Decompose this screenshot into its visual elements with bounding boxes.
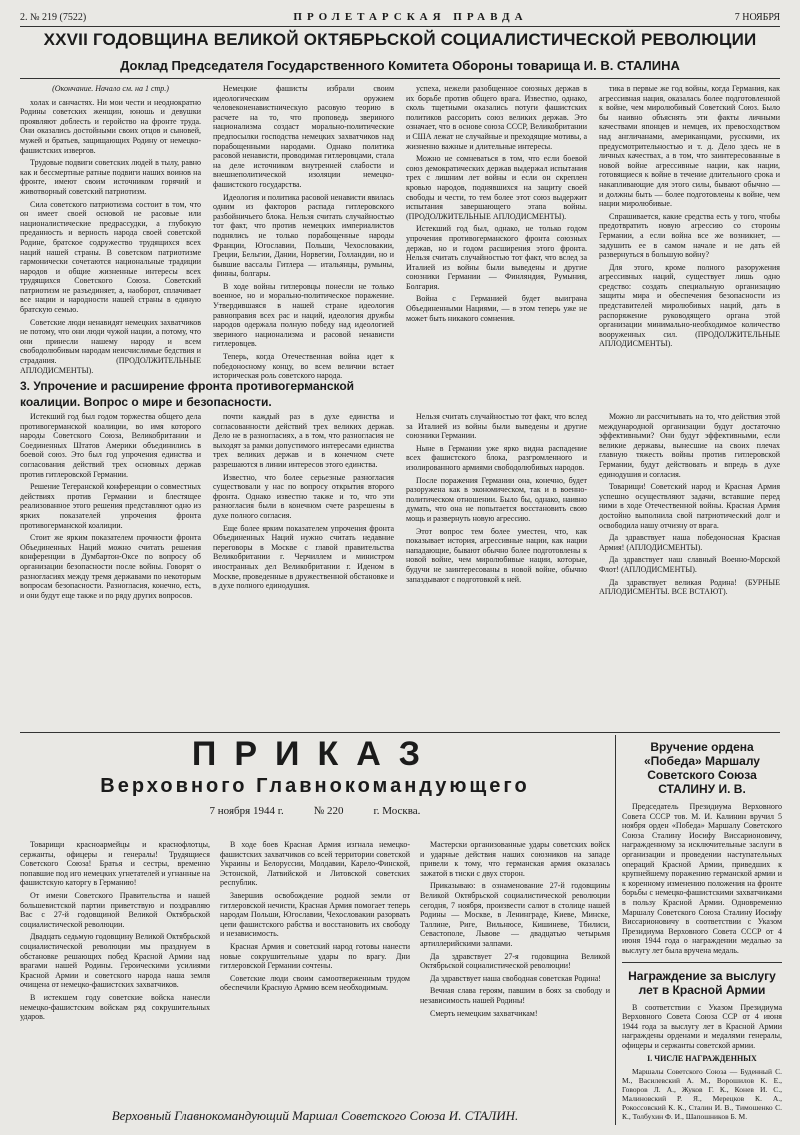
divider (20, 732, 780, 733)
order-meta (20, 805, 610, 817)
order-paragraph: Да здравствует 27-я годовщина Великой Октябрьской социалистической революции! (420, 951, 610, 971)
article-paragraph: Сила советского патриотизма состоит в том, что он имеет своей основой не расовые или националистические предрассудки, а глубокую преданность и верность народа своей советской Родине, братское содружество трудящихся всех наций нашей страны. В советском патриотизме гармонически сочетаются национальные традиции народов и общие жизненные интересы всех трудящихся Советского Союза. Советский патриотизм не разъединяет, а, наоборот, сплачивает все нации и народности нашей страны в единую братскую семью. (20, 199, 201, 315)
order-paragraph: Смерть немецким захватчикам! (430, 1008, 538, 1018)
order-column (220, 840, 410, 1110)
article-column (20, 412, 201, 730)
article-paragraph: Теперь, когда Отечественная война идет к победоносному концу, во всем величии встает историческая роль советского народа. (213, 352, 394, 381)
article-paragraph: После поражения Германии она, конечно, будет разоружена как в экономическом, так и в военно-политическом отношении. Было бы, однако, наивно думать, что она не попытается восстановить свою мощь и развернуть новую агрессию. (406, 475, 587, 523)
article-paragraph: Спрашивается, какие средства есть у того, чтобы предотвратить новую агрессию со стороны Германии, а если война все же возникнет, — задушить ее в самом начале и не дать ей развернуться в большую войну? (599, 211, 780, 260)
awardees-text: Маршалы Советского Союза — Буденный С. М., Василевский А. М., Ворошилов К. Е., Говоров Л. А., Жуков Г. К., Конев И. С., Малиновский Р. Я., Мерецков К. А., Рокоссовский К. К., Сталин И. В., Тимошенко С. К., Толбухин Ф. И., Шапошников Б. М. (622, 1067, 782, 1122)
order-paragraph: Советские люди своим самоотверженным трудом обеспечили Красную Армию всем необходимым. (220, 973, 410, 993)
article-column (213, 84, 394, 384)
article-column (20, 84, 201, 384)
article-paragraph: Ныне в Германии уже ярко видна распадение всех фашистского блока, разгромленного и изолированного армиями свободолюбивых народов. (406, 443, 587, 472)
article-paragraph: Немецкие фашисты избрали своим идеологическим оружием человеконенавистническую расовую теорию в расчете на то, что проповедь звериного национализма создаст морально-политические предпосылки господства немецких захватчиков над порабощенными народами. Однако политика расовой ненависти, проводимая гитлеровцами, стала на деле источником внутренней слабости и внешнеполитической изоляции немецко-фашистского государства. (213, 84, 394, 189)
article-paragraph: Да здравствует наша победоносная Красная Армия! (АПЛОДИСМЕНТЫ). (599, 533, 780, 552)
order-column (20, 840, 210, 1110)
order-columns (20, 840, 610, 1110)
issue-date: 7 НОЯБРЯ (734, 11, 780, 23)
article-paragraph: Советские люди ненавидят немецких захватчиков не потому, что они люди чужой нации, а потому, что они принесли нашему народу и всем свободолюбивым народам неисчислимые бедствия и страдания. (ПРОДОЛЖИТЕЛЬНЫЕ АПЛОДИСМЕНТЫ). (20, 317, 201, 375)
article-paragraph: Да здравствует великая Родина! (БУРНЫЕ АПЛОДИСМЕНТЫ. ВСЕ ВСТАЮТ). (599, 577, 780, 597)
article-column (599, 412, 780, 730)
sidebar (622, 740, 782, 1124)
report-subhead: Доклад Председателя Государственного Комитета Обороны товарища И. В. СТАЛИНА (120, 58, 680, 73)
continuation-note: (Окончание. Начало см. на 1 стр.) (52, 84, 169, 93)
article-paragraph: Известно, что более серьезные разногласия существовали у нас по вопросу открытия второго фронта. Однако известно также и то, что эти разногласия были в конечном счете разрешены в духе полного согласия. (213, 472, 394, 520)
article-paragraph: Нельзя считать случайностью тот факт, что вслед за Италией из войны были выведены и другие союзники Германии. (406, 412, 587, 441)
section-heading: 3. Упрочение и расширение фронта противогерманской коалиции. Вопрос о мире и безопасности. (20, 379, 355, 409)
service-text: В соответствии с Указом Президиума Верховного Совета Союза ССР от 4 июня 1944 года за выслугу лет в Красной Армии награждены орденами и медалями генералы, офицеры и сержанты советской армии. (622, 1002, 782, 1050)
article-paragraph: Да здравствует наш славный Военно-Морской Флот! (АПЛОДИСМЕНТЫ). (599, 555, 780, 574)
article-paragraph: тика в первые же год войны, когда Германия, как агрессивная нация, оказалась более подготовленной к войне, чем миролюбивый Советский Союз. Было бы наивно объяснять эти факты личными качествами японцев и немцев, их превосходством над англичанами, американцами, русскими, их предусмотрительностью и т. д. Дело здесь не в личных качествах, а в том, что заинтересованные в новой войне агрессивные нации, как нации, готовящиеся к войне в течение длительного срока и накапливающие для этого силы, бывают обычно — и должны быть — более подготовлены к войне, чем нации миролюбивые. (599, 84, 780, 209)
order-paragraph: От имени Советского Правительства и нашей большевистской партии приветствую и поздравляю Вас с 27-й годовщиной Великой Октябрьской социалистической революции. (20, 890, 210, 929)
order-paragraph: Двадцать седьмую годовщину Великой Октябрьской социалистической революции мы празднуем в обстановке решающих побед Красной Армии над врагами нашей Родины. Героическими усилиями Красной Армии и советского народа наша земля очищена от немецко-фашистских захватчиков. (20, 932, 210, 990)
order-date: 7 ноября 1944 г. (209, 805, 284, 817)
article-paragraph: успеха, нежели разобщенное союзных держав в их борьбе против общего врага. Известно, однако, сколь тщетными оказались потуги фашистских политиков рассорить союз великих держав. Это означает, что в основе союза СССР, Великобритании и США лежат не случайные и преходящие мотивы, а жизненно важные и длительные интересы. (406, 84, 587, 151)
article-paragraph: Стоит же ярким показателем прочности фронта Объединенных Наций можно считать решения конференции в Думбартон-Оксе по вопросу об организации безопасности после войны. Говорят о разногласиях между тремя державами по некоторым вопросам безопасности. Разногласия, конечно, есть, и они будут еще также и по ряду других вопросов. (20, 533, 201, 600)
order-paragraph: Красная Армия и советский народ готовы нанести новые сокрушительные удары по врагу. Дни гитлеровской Германии сочтены. (220, 941, 410, 971)
order-heading (20, 735, 610, 817)
newspaper-name: ПРОЛЕТАРСКАЯ ПРАВДА (293, 11, 528, 23)
order-paragraph: Мастерски организованные удары советских войск и ударные действия наших союзников на западе привели к тому, что германская армия оказалась зажатой в тиски с двух сторон. (420, 840, 610, 878)
article-column (599, 84, 780, 384)
article-paragraph: Война с Германией будет выиграна Объединенными Нациями, — в этом теперь уже не может быть никакого сомнения. (406, 294, 587, 323)
article-paragraph: Этот вопрос тем более уместен, что, как показывает история, агрессивные нации, как нации нападающие, бывают обычно более подготовлены к новой войне, чем миролюбивые нации, которые, будучи не заинтересованы в новой войне, обычно запаздывают с подготовкой к ней. (406, 526, 587, 584)
article-paragraph: Еще более ярким показателем упрочения фронта Объединенных Наций нужно считать недавние переговоры в Москве с главой правительства Великобритании г. Черчиллем и министром иностранных дел Великобритании г. Иденом в Москве, проведенные в дружественной обстановке и в духе полного единодушия. (213, 523, 394, 591)
article-paragraph: В ходе войны гитлеровцы понесли не только военное, но и морально-политическое поражение. Утвердившаяся в нашей стране идеология равноправия всех рас и наций, идеология дружбы народов одержала полную победу над идеологией звериного национализма и расовой ненависти гитлеровцев. (213, 281, 394, 349)
article-column (213, 412, 394, 730)
article-paragraph: Для этого, кроме полного разоружения агрессивных наций, существует лишь одно средство: создать специальную организацию защиты мира и обеспечения безопасности из представителей миролюбивых наций, дать в распоряжение руководящего органа этой организации минимально-необходимое количество вооруженных сил. (ПРОДОЛЖИТЕЛЬНЫЕ АПЛОДИСМЕНТЫ). (599, 262, 780, 349)
award-title: Вручение ордена «Победа» Маршалу Советского Союза СТАЛИНУ И. В. (644, 740, 760, 796)
divider (622, 962, 782, 963)
order-number: № 220 (313, 805, 344, 817)
article-paragraph: Истекший год был годом торжества общего дела противогерманской коалиции, во имя которого народы Советского Союза, Великобритании и Соединенных Штатов Америки объединились в боевой союз. Это был год упрочения единства и согласования действий трех основных держав против гитлеровской Германии. (20, 412, 201, 479)
order-city: г. Москва. (373, 805, 421, 817)
order-subtitle: Верховного Главнокомандующего (100, 775, 530, 797)
article-column (406, 84, 587, 384)
order-signature: Верховный Главнокомандующий Маршал Советского Союза И. СТАЛИН. (111, 1108, 519, 1123)
article-paragraph: Товарищи! Советский народ и Красная Армия успешно осуществляют задачи, вставшие перед ними в ходе Отечественной войны. Красная Армия достойно выполнила свой патриотический долг и освободила нашу отчизну от врага. (599, 482, 780, 530)
report-columns-top (20, 84, 780, 381)
order-paragraph: Да здравствует наша свободная советская Родина! (430, 973, 601, 983)
report-columns-bottom (20, 412, 780, 730)
article-paragraph: Трудовые подвиги советских людей в тылу, равно как и бессмертные ратные подвиги наших воинов на фронте, имеют своим источником горячий и животворный советский патриотизм. (20, 158, 201, 196)
article-column (406, 412, 587, 730)
masthead-strip (20, 8, 780, 27)
award-column (622, 802, 782, 956)
article-paragraph: Идеология и политика расовой ненависти явилась одним из факторов распада гитлеровского разбойничьего блока. Нельзя считать случайностью тот факт, что против немецких империалистов поднялись не только порабощенные народы Франции, Югославии, Польши, Чехословакии, Греции, Бельгии, Дании, Норвегии, Голландии, но и бывшие вассалы Гитлера — итальянцы, румыны, финны, болгары. (213, 192, 394, 279)
issue-number: 2. № 219 (7522) (20, 11, 87, 23)
article-paragraph: Можно не сомневаться в том, что если боевой союз демократических держав выдержал испытания трех с лишним лет войны и если он скреплен кровью народов, поднявшихся на защиту своей свободы и чести, то тем более этот союз выдержит испытания завершающего этапа войны. (ПРОДОЛЖИТЕЛЬНЫЕ АПЛОДИСМЕНТЫ). (406, 154, 587, 221)
awardees-list (622, 1067, 782, 1121)
article-paragraph: Истекший год был, однако, не только годом упрочения противогерманского фронта союзных держав, но и годом расширения этого фронта. Нельзя считать случайностью тот факт, что вслед за Италией из войны были выведены и другие союзники Германии — Финляндия, Румыния, Болгария. (406, 224, 587, 291)
order-column (420, 840, 610, 1110)
order-paragraph: Приказываю: в ознаменование 27-й годовщины Великой Октябрьской социалистической революции сегодня, 7 ноября, произвести салют в столице нашей Родины — Москве, в Ленинграде, Киеве, Минске, Таллине, Риге, Вильнюсе, Кишиневе, Тбилиси, Севастополе, Львове — двадцатью четырьмя артиллерийскими залпами. (420, 881, 610, 948)
order-paragraph: В ходе боев Красная Армия изгнала немецко-фашистских захватчиков со всей территории советской Украины и Белоруссии, Молдавии, Карело-Финской, Эстонской, Латвийской и Литовской советских республик. (220, 840, 410, 888)
order-paragraph: В истекшем году советские войска нанесли немецко-фашистским войскам ряд сокрушительных ударов. (20, 992, 210, 1022)
main-headline: XXVII ГОДОВЩИНА ВЕЛИКОЙ ОКТЯБРЬСКОЙ СОЦИАЛИСТИЧЕСКОЙ РЕВОЛЮЦИИ (43, 30, 757, 49)
order-paragraph: Вечная слава героям, павшим в боях за свободу и независимость нашей Родины! (420, 986, 610, 1005)
award-text: Председатель Президиума Верховного Совета СССР тов. М. И. Калинин вручил 5 ноября орден «Победа» Маршалу Советского Союза Сталину Иосифу Виссарионовичу, награжденному за исключительные заслуги в организации и проведении наступательных операций Красной Армии, приведших к крупнейшему поражению германской армии и к коренному изменению положения на фронте борьбы с немецко-фашистскими захватчиками в пользу Красной Армии. Одновременно Маршалу Советского Союза Сталину Иосифу Виссарионовичу в соответствии с Указом Президиума Верховного Совета СССР от 4 июня 1944 года о награждении медалью за выслугу лет была вручена медаль. (622, 802, 782, 955)
article-paragraph: холах и санчастях. Ни мои чести и неоднократно Родины советских женщин, юношь и девушки проявляют доблесть и геройство на фронте труда. Они оказались достойными своих отцов и сыновей, мужей и братьев, защищающих Родину от немецко-фашистских извергов. (20, 97, 201, 155)
article-paragraph: почти каждый раз в духе единства и согласованности действий трех великих держав. Дело не в разногласиях, а в том, что разногласия не выходят за рамки допустимого интересами единства трех великих держав и в конечном счете разрешаются в линии интересов этого единства. (213, 412, 394, 469)
order-title: ПРИКАЗ (191, 735, 439, 773)
list-title: I. ЧИСЛЕ НАГРАЖДЕННЫХ (647, 1054, 757, 1064)
service-title: Награждение за выслугу лет в Красной Армии (628, 968, 776, 997)
order-paragraph: Товарищи красноармейцы и краснофлотцы, сержанты, офицеры и генералы! Трудящиеся Советского Союза! Братья и сестры, временно попавшие под иго немецких угнетателей и угнанные на фашистскую каторгу в Германию! (20, 840, 210, 888)
article-paragraph: Можно ли рассчитывать на то, что действия этой международной организации будут достаточно эффективными? Они будут эффективными, если великие державы, вынесшие на своих плечах главную тяжесть войны против гитлеровской Германии, будут действовать и впредь в духе единодушия и согласия. (599, 412, 780, 479)
article-paragraph: Решение Тегеранской конференции о совместных действиях против Германии и блестящее реализованное этого решения представляют одно из ярких показателей упрочения фронта противогерманской коалиции. (20, 482, 201, 530)
service-column (622, 1003, 782, 1051)
divider (20, 78, 780, 79)
column-divider (615, 735, 616, 1125)
order-paragraph: Завершив освобождение родной земли от гитлеровской нечисти, Красная Армия помогает теперь народам Польши, Югославии, Чехословакии разорвать цепи фашистского рабства и восстановить их свободу и независимость. (220, 890, 410, 939)
